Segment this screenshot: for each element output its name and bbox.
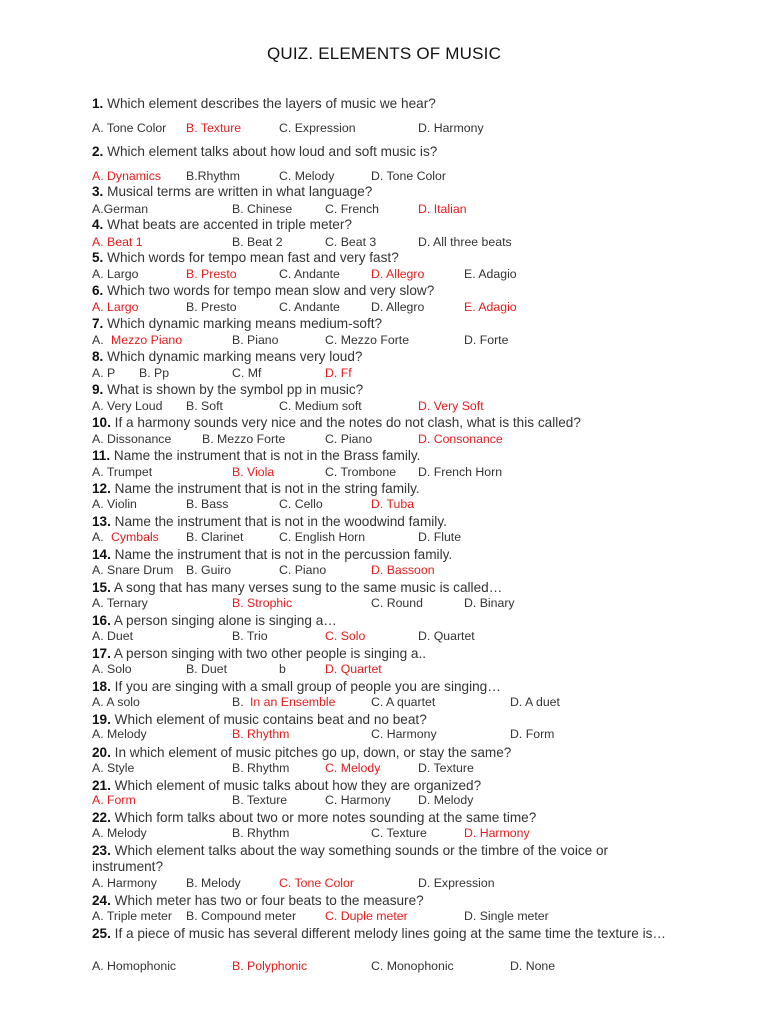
- answer-option: D. Allegro: [371, 300, 425, 314]
- question-prompt: In which element of music pitches go up, down, or stay the same?: [110, 745, 512, 760]
- answer-option-correct: In an Ensemble: [250, 695, 336, 709]
- answer-option: D. Form: [510, 727, 555, 741]
- answer-option: B. Rhythm: [232, 826, 290, 840]
- question-number: 19.: [92, 712, 111, 727]
- answer-option: C. Melody: [279, 169, 335, 183]
- answer-option: B. Clarinet: [186, 530, 244, 544]
- question-number: 21.: [92, 778, 111, 793]
- question-text: [92, 646, 682, 662]
- answer-option: A. Dissonance: [92, 432, 172, 446]
- answer-option: B. Pp: [139, 366, 170, 380]
- answer-option: C. Piano: [279, 563, 327, 577]
- answer-option: C. Cello: [279, 497, 323, 511]
- answer-option: D. Harmony: [418, 121, 484, 135]
- answer-option-correct: Mezzo Piano: [111, 333, 183, 347]
- question-text: [92, 184, 682, 200]
- question-number: 2.: [92, 144, 104, 159]
- answer-option: C. Andante: [279, 300, 340, 314]
- answer-option: C. Medium soft: [279, 399, 362, 413]
- question-prompt: A person singing alone is singing a…: [110, 613, 337, 628]
- question-prompt: Which meter has two or four beats to the measure?: [110, 893, 424, 908]
- question-text: [92, 745, 682, 761]
- answer-option: C. Round: [371, 596, 423, 610]
- answer-option: D. Single meter: [464, 909, 549, 923]
- question-text: [92, 514, 682, 530]
- answer-option-correct: B. Strophic: [232, 596, 293, 610]
- answer-option: D. All three beats: [418, 235, 512, 249]
- question-prompt: Which words for tempo mean fast and very fast?: [103, 250, 399, 265]
- answer-option-correct: B. Texture: [186, 121, 242, 135]
- answer-option: B. Mezzo Forte: [202, 432, 286, 446]
- question-number: 15.: [92, 580, 111, 595]
- answer-option: B. Texture: [232, 793, 288, 807]
- answer-option: D. Flute: [418, 530, 462, 544]
- question-number: 6.: [92, 283, 104, 298]
- question-prompt: Which element talks about how loud and soft music is?: [103, 144, 438, 159]
- question-prompt: Which dynamic marking means very loud?: [103, 349, 363, 364]
- answer-option-correct: B. Viola: [232, 465, 275, 479]
- answer-option-correct: D. Bassoon: [371, 563, 435, 577]
- question-number: 5.: [92, 250, 104, 265]
- question-text: [92, 679, 682, 695]
- question-text: [92, 217, 682, 233]
- answer-option-correct: C. Solo: [325, 629, 366, 643]
- answer-option: B.Rhythm: [186, 169, 240, 183]
- question-text: [92, 144, 682, 160]
- answer-option-correct: A. Dynamics: [92, 169, 162, 183]
- question-text: [92, 778, 682, 794]
- answer-option: B. Bass: [186, 497, 229, 511]
- question-text: [92, 316, 682, 332]
- question-prompt: A person singing with two other people is singing a..: [110, 646, 427, 661]
- question-text: [92, 843, 682, 875]
- answer-option-correct: E. Adagio: [464, 300, 517, 314]
- answer-option-correct: B. Polyphonic: [232, 959, 308, 973]
- question-number: 13.: [92, 514, 111, 529]
- question-prompt: Which form talks about two or more notes sounding at the same time?: [110, 810, 537, 825]
- answer-option-correct: D. Quartet: [325, 662, 382, 676]
- question-number: 1.: [92, 96, 104, 111]
- answer-option: C. Mf: [232, 366, 262, 380]
- answer-option: B. Piano: [232, 333, 279, 347]
- answer-option-correct: C. Tone Color: [279, 876, 354, 890]
- answer-option: B. Rhythm: [232, 761, 290, 775]
- answer-option: C. English Horn: [279, 530, 366, 544]
- question-text: [92, 448, 682, 464]
- question-text: [92, 415, 682, 431]
- answer-option: C. Expression: [279, 121, 356, 135]
- answer-option-correct: D. Consonance: [418, 432, 503, 446]
- question-prompt: Which element of music talks about how they are organized?: [110, 778, 482, 793]
- question-text: [92, 283, 682, 299]
- answer-option: A. Triple meter: [92, 909, 172, 923]
- answer-option: A.German: [92, 202, 149, 216]
- answer-option: B. Beat 2: [232, 235, 283, 249]
- question-text: [92, 926, 682, 942]
- answer-option: A. Duet: [92, 629, 134, 643]
- question-number: 11.: [92, 448, 111, 463]
- answer-option: C. A quartet: [371, 695, 436, 709]
- answer-option: A.: [92, 530, 104, 544]
- question-number: 16.: [92, 613, 111, 628]
- question-prompt: Name the instrument that is not in the percussion family.: [110, 547, 453, 562]
- page-title: QUIZ. ELEMENTS OF MUSIC: [266, 44, 502, 63]
- answer-option: A. Snare Drum: [92, 563, 174, 577]
- question-prompt: What is shown by the symbol pp in music?: [103, 382, 364, 397]
- question-text: [92, 712, 682, 728]
- question-text: [92, 250, 682, 266]
- question-prompt: Name the instrument that is not in the string family.: [110, 481, 420, 496]
- answer-option: A. Harmony: [92, 876, 157, 890]
- answer-option: C. Andante: [279, 267, 340, 281]
- answer-option: A. P: [92, 366, 116, 380]
- question-number: 10.: [92, 415, 111, 430]
- answer-option-correct: C. Duple meter: [325, 909, 408, 923]
- answer-option: C. Monophonic: [371, 959, 454, 973]
- answer-option-correct: A. Form: [92, 793, 136, 807]
- question-number: 24.: [92, 893, 111, 908]
- question-text: [92, 481, 682, 497]
- answer-option: C. Harmony: [371, 727, 437, 741]
- answer-option: C. Texture: [371, 826, 427, 840]
- answer-option: A. Style: [92, 761, 135, 775]
- answer-option: C. Piano: [325, 432, 373, 446]
- question-prompt: Musical terms are written in what language?: [103, 184, 373, 199]
- answer-option: C. Mezzo Forte: [325, 333, 410, 347]
- answer-option: A. Homophonic: [92, 959, 177, 973]
- answer-option-correct: A. Beat 1: [92, 235, 143, 249]
- answer-option-correct: D. Harmony: [464, 826, 530, 840]
- question-prompt: Name the instrument that is not in the woodwind family.: [110, 514, 447, 529]
- answer-option: D. A duet: [510, 695, 560, 709]
- answer-option-correct: C. Melody: [325, 761, 381, 775]
- question-prompt: What beats are accented in triple meter?: [103, 217, 352, 232]
- answer-option-correct: B. Presto: [186, 267, 237, 281]
- answer-option: B. Compound meter: [186, 909, 297, 923]
- answer-option: A. Violin: [92, 497, 137, 511]
- answer-option: D. Forte: [464, 333, 509, 347]
- answer-option: A.: [92, 333, 104, 347]
- answer-option: b: [279, 662, 286, 676]
- question-text: [92, 382, 682, 398]
- answer-option: D. Binary: [464, 596, 515, 610]
- answer-option: B. Soft: [186, 399, 223, 413]
- question-number: 4.: [92, 217, 104, 232]
- answer-option: A. Tone Color: [92, 121, 167, 135]
- question-prompt: Which element talks about the way something sounds or the timbre of the voice or instrument?: [92, 843, 609, 874]
- question-number: 18.: [92, 679, 111, 694]
- question-number: 23.: [92, 843, 111, 858]
- answer-option: A. Trumpet: [92, 465, 153, 479]
- answer-option: D. None: [510, 959, 556, 973]
- question-prompt: Which element of music contains beat and no beat?: [110, 712, 427, 727]
- question-number: 7.: [92, 316, 104, 331]
- answer-option: C. Beat 3: [325, 235, 377, 249]
- answer-option: B. Duet: [186, 662, 228, 676]
- question-number: 17.: [92, 646, 111, 661]
- answer-option: A. Largo: [92, 267, 139, 281]
- question-number: 22.: [92, 810, 111, 825]
- answer-option: A. Solo: [92, 662, 132, 676]
- question-text: [92, 547, 682, 563]
- answer-option: D. Melody: [418, 793, 474, 807]
- question-text: [92, 893, 682, 909]
- answer-option: C. Trombone: [325, 465, 397, 479]
- question-text: [92, 613, 682, 629]
- question-text: [92, 349, 682, 365]
- answer-option: C. Harmony: [325, 793, 391, 807]
- answer-option: B. Melody: [186, 876, 241, 890]
- question-number: 14.: [92, 547, 111, 562]
- question-text: [92, 810, 682, 826]
- answer-option: D. Quartet: [418, 629, 475, 643]
- question-prompt: Which element describes the layers of music we hear?: [103, 96, 436, 111]
- answer-option: B. Chinese: [232, 202, 293, 216]
- question-number: 9.: [92, 382, 104, 397]
- question-number: 3.: [92, 184, 104, 199]
- question-number: 12.: [92, 481, 111, 496]
- answer-option: A. Melody: [92, 727, 147, 741]
- answer-option: A. Very Loud: [92, 399, 163, 413]
- question-number: 25.: [92, 926, 111, 941]
- answer-option: D. French Horn: [418, 465, 503, 479]
- answer-option-correct: B. Rhythm: [232, 727, 290, 741]
- question-number: 20.: [92, 745, 111, 760]
- answer-option: A. Melody: [92, 826, 147, 840]
- answer-option-correct: D. Tuba: [371, 497, 415, 511]
- question-prompt: If a piece of music has several different melody lines going at the same time the texture is…: [110, 926, 667, 941]
- question-prompt: If a harmony sounds very nice and the notes do not clash, what is this called?: [110, 415, 581, 430]
- answer-option: D. Texture: [418, 761, 474, 775]
- answer-option: B. Trio: [232, 629, 268, 643]
- answer-option-correct: Cymbals: [111, 530, 159, 544]
- answer-option: A. A solo: [92, 695, 140, 709]
- question-prompt: Which two words for tempo mean slow and very slow?: [103, 283, 435, 298]
- answer-option: D. Tone Color: [371, 169, 446, 183]
- answer-option: B. Presto: [186, 300, 237, 314]
- question-number: 8.: [92, 349, 104, 364]
- answer-option: E. Adagio: [464, 267, 517, 281]
- answer-option-correct: D. Italian: [418, 202, 467, 216]
- question-prompt: Which dynamic marking means medium-soft?: [103, 316, 383, 331]
- question-text: [92, 96, 682, 112]
- answer-option-correct: D. Allegro: [371, 267, 425, 281]
- question-prompt: Name the instrument that is not in the Brass family.: [110, 448, 421, 463]
- question-prompt: A song that has many verses sung to the same music is called…: [110, 580, 503, 595]
- answer-option-correct: D. Ff: [325, 366, 352, 380]
- answer-option-correct: A. Largo: [92, 300, 139, 314]
- answer-option: A. Ternary: [92, 596, 148, 610]
- question-prompt: If you are singing with a small group of people you are singing…: [110, 679, 501, 694]
- answer-option: B.: [232, 695, 244, 709]
- question-text: [92, 580, 682, 596]
- answer-option: C. French: [325, 202, 379, 216]
- answer-option: B. Guiro: [186, 563, 232, 577]
- answer-option-correct: D. Very Soft: [418, 399, 484, 413]
- answer-option: D. Expression: [418, 876, 495, 890]
